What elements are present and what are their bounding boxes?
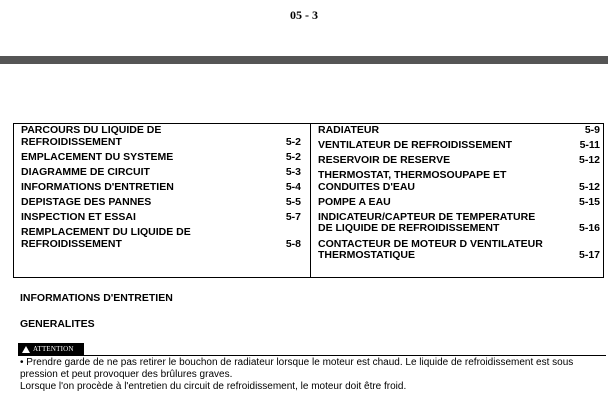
- toc-entry-title: EMPLACEMENT DU SYSTEME: [21, 150, 174, 163]
- toc-entry[interactable]: [318, 140, 600, 152]
- warning-text: [20, 357, 606, 393]
- toc-entry-title: REMPLACEMENT DU LIQUIDE DE REFROIDISSEMENT: [21, 226, 191, 250]
- toc-entry-title: PARCOURS DU LIQUIDE DE REFROIDISSEMENT: [21, 124, 162, 148]
- toc-entry[interactable]: [318, 155, 600, 167]
- toc-entry[interactable]: [318, 125, 600, 137]
- toc-divider: [310, 124, 311, 277]
- toc-entry-title: CONTACTEUR DE MOTEUR D VENTILATEUR THERMOSTATIQUE: [318, 237, 543, 262]
- toc-entry-title: DIAGRAMME DE CIRCUIT: [21, 165, 150, 178]
- toc-entry[interactable]: [318, 197, 600, 209]
- warning-line-2: Lorsque l'on procède à l'entretien du circuit de refroidissement, le moteur doit être froid.: [20, 381, 407, 392]
- toc-entry-title: POMPE A EAU: [318, 195, 391, 208]
- toc-entry-page: 5-3: [285, 165, 301, 178]
- sub-heading: GENERALITES: [20, 318, 95, 330]
- section-heading: INFORMATIONS D'ENTRETIEN: [20, 292, 173, 304]
- toc-entry-title: RADIATEUR: [318, 124, 380, 136]
- toc-left-column: [21, 125, 301, 254]
- toc-entry[interactable]: [21, 167, 301, 179]
- table-of-contents: [13, 123, 604, 278]
- page-number: 05 - 3: [290, 8, 318, 22]
- toc-entry[interactable]: [318, 239, 600, 262]
- toc-entry-page: 5-17: [578, 249, 600, 262]
- toc-entry-page: 5-12: [578, 180, 600, 193]
- toc-entry[interactable]: [318, 170, 600, 193]
- warning-label: ATTENTION: [33, 345, 74, 353]
- warning-badge: [18, 343, 84, 355]
- toc-entry-page: 5-2: [285, 135, 301, 148]
- toc-entry-title: DEPISTAGE DES PANNES: [21, 195, 152, 208]
- toc-entry[interactable]: [21, 227, 301, 250]
- toc-entry-page: 5-4: [285, 180, 301, 193]
- toc-entry-title: VENTILATEUR DE REFROIDISSEMENT: [318, 139, 513, 152]
- toc-entry-page: 5-7: [285, 210, 301, 223]
- toc-entry-title: THERMOSTAT, THERMOSOUPAPE ET CONDUITES D'EAU: [318, 169, 507, 193]
- toc-entry-page: 5-8: [285, 237, 301, 250]
- toc-entry-title: INDICATEUR/CAPTEUR DE TEMPERATURE DE LIQUIDE DE REFROIDISSEMENT: [318, 210, 536, 235]
- toc-entry-page: 5-11: [579, 139, 600, 152]
- toc-entry-page: 5-5: [285, 195, 301, 208]
- warning-line-1: • Prendre garde de ne pas retirer le bouchon de radiateur lorsque le moteur est chaud. Le liquide de refroidissement est sous pression et peut provoquer des brûlures graves.: [20, 357, 574, 380]
- warning-triangle-icon: [22, 346, 30, 353]
- toc-entry-page: 5-9: [584, 124, 600, 136]
- toc-entry[interactable]: [21, 212, 301, 224]
- toc-entry-page: 5-16: [578, 222, 600, 235]
- toc-entry[interactable]: [21, 152, 301, 164]
- toc-entry-title: INFORMATIONS D'ENTRETIEN: [21, 180, 174, 193]
- header-bar: [0, 56, 608, 64]
- toc-entry-page: 5-12: [578, 154, 600, 167]
- toc-entry-title: INSPECTION ET ESSAI: [21, 210, 136, 223]
- toc-entry[interactable]: [21, 182, 301, 194]
- toc-entry[interactable]: [21, 197, 301, 209]
- toc-entry[interactable]: [318, 212, 600, 235]
- warning-rule: [18, 355, 606, 356]
- toc-entry-title: RESERVOIR DE RESERVE: [318, 154, 451, 167]
- toc-entry[interactable]: [21, 125, 301, 148]
- toc-entry-page: 5-2: [285, 150, 301, 163]
- toc-entry-page: 5-15: [578, 195, 600, 208]
- toc-right-column: [318, 125, 600, 265]
